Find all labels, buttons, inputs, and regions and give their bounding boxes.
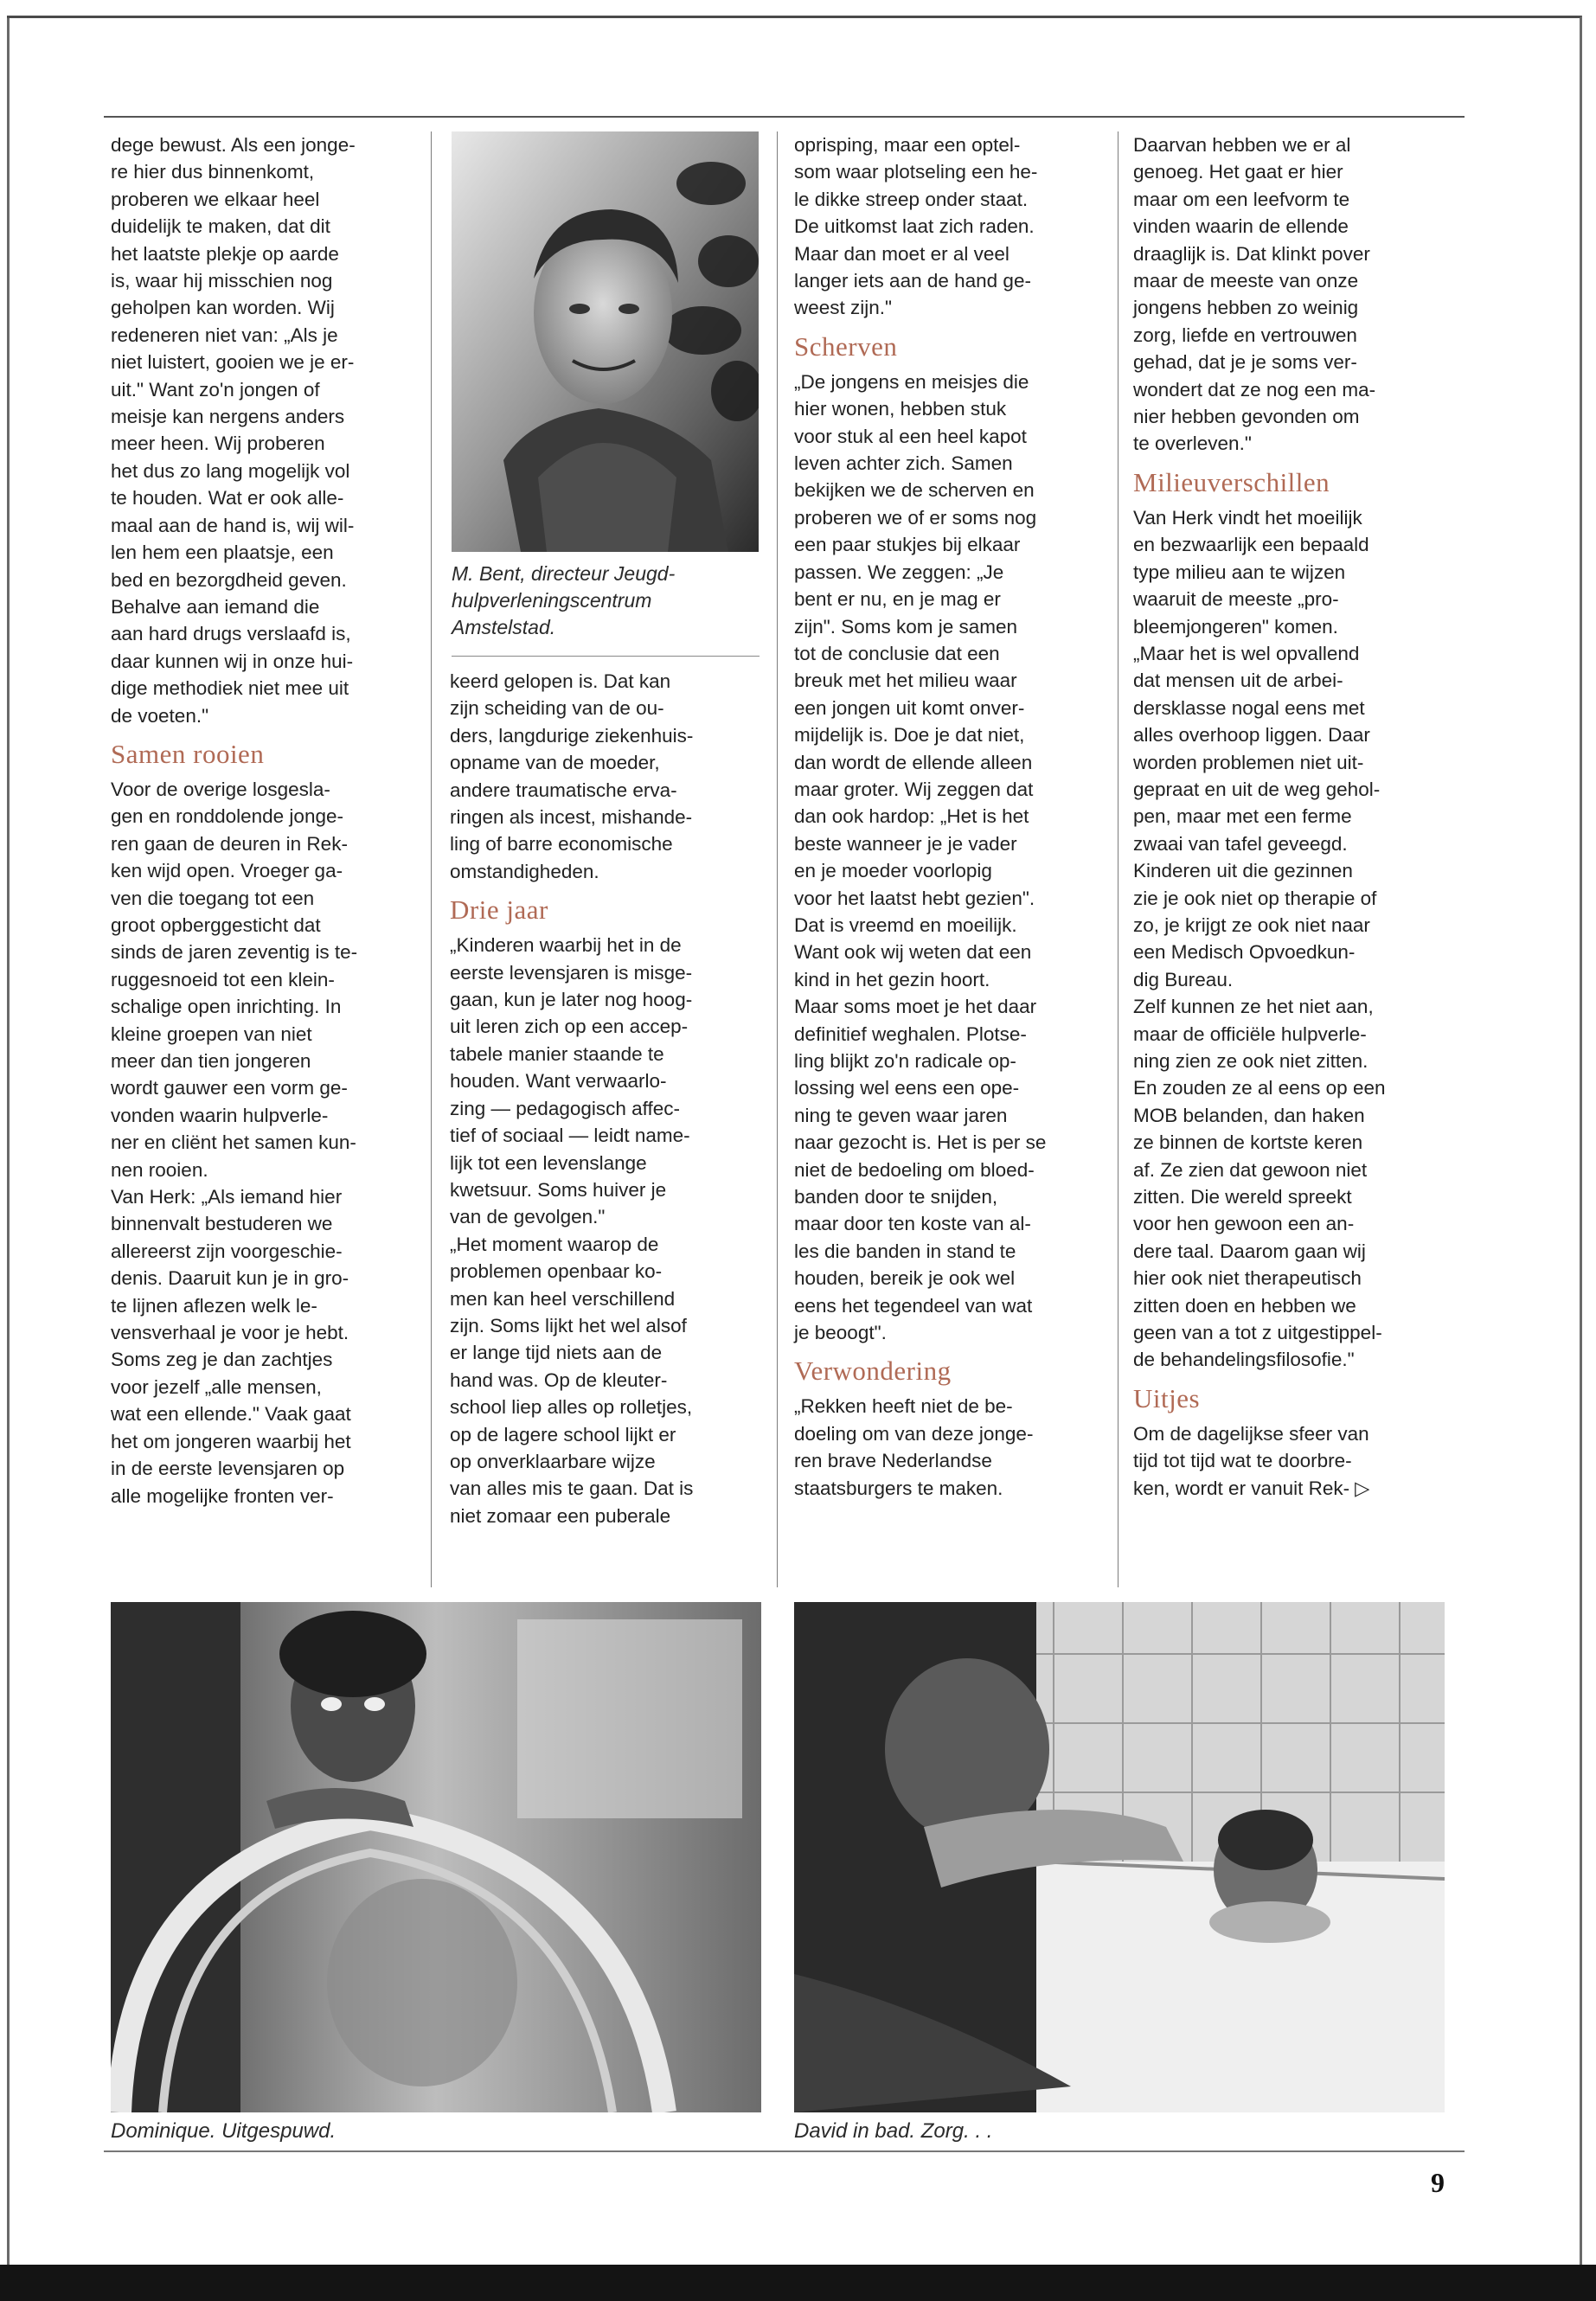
text-line: zwaai van tafel geveegd. bbox=[1133, 832, 1348, 855]
text-line: niet luistert, gooien we je er- bbox=[111, 351, 355, 374]
text-line: type milieu aan te wijzen bbox=[1133, 561, 1346, 583]
text-line: uit." Want zo'n jongen of bbox=[111, 378, 320, 401]
text-line: aan hard drugs verslaafd is, bbox=[111, 623, 351, 645]
text-line: niet de bedoeling om bloed- bbox=[794, 1158, 1035, 1181]
text-line: langer iets aan de hand ge- bbox=[794, 270, 1031, 292]
col4-intro bbox=[1133, 131, 1446, 458]
article-column-4 bbox=[1133, 131, 1446, 1502]
text-line: ren gaan de deuren in Rek- bbox=[111, 832, 348, 855]
photo-david-image bbox=[794, 1602, 1445, 2112]
text-line: de behandelingsfilosofie." bbox=[1133, 1349, 1355, 1371]
text-line: MOB belanden, dan haken bbox=[1133, 1104, 1365, 1126]
text-line: draaglijk is. Dat klinkt pover bbox=[1133, 242, 1370, 265]
text-line: zo, je krijgt ze ook niet naar bbox=[1133, 913, 1370, 936]
text-line: het laatste plekje op aarde bbox=[111, 242, 339, 265]
text-line: maar de meeste van onze bbox=[1133, 270, 1359, 292]
text-line: van alles mis te gaan. Dat is bbox=[450, 1477, 694, 1500]
text-line: dig Bureau. bbox=[1133, 968, 1234, 990]
text-line: beste wanneer je je vader bbox=[794, 832, 1017, 855]
text-line: ruggesnoeid tot een klein- bbox=[111, 968, 335, 990]
text-line: is, waar hij misschien nog bbox=[111, 270, 333, 292]
text-line: Kinderen uit die gezinnen bbox=[1133, 860, 1353, 882]
text-line: lossing wel eens een ope- bbox=[794, 1077, 1020, 1099]
content-top-rule bbox=[104, 116, 1465, 118]
text-line: daar kunnen wij in onze hui- bbox=[111, 650, 354, 672]
text-line: er lange tijd niets aan de bbox=[450, 1342, 663, 1364]
text-line: gehad, dat je je soms ver- bbox=[1133, 351, 1357, 374]
text-line: redeneren niet van: „Als je bbox=[111, 324, 338, 346]
text-line: tabele manier staande te bbox=[450, 1042, 664, 1065]
photo-dominique-image bbox=[111, 1602, 761, 2112]
text-line: dere taal. Daarom gaan wij bbox=[1133, 1240, 1366, 1262]
text-line: gepraat en uit de weg gehol- bbox=[1133, 778, 1381, 800]
heading-scherven: Scherven bbox=[794, 330, 898, 362]
text-line: meisje kan nergens anders bbox=[111, 406, 345, 428]
text-line: zijn. Soms lijkt het wel alsof bbox=[450, 1314, 687, 1336]
text-line: lijk tot een levenslange bbox=[450, 1151, 647, 1174]
portrait-caption bbox=[452, 561, 759, 641]
text-line: re hier dus binnenkomt, bbox=[111, 161, 315, 183]
text-line: hier wonen, hebben stuk bbox=[794, 398, 1007, 420]
text-line: schalige open inrichting. In bbox=[111, 996, 342, 1018]
text-line: genoeg. Het gaat er hier bbox=[1133, 161, 1343, 183]
text-line: tief of sociaal — leidt name- bbox=[450, 1125, 690, 1147]
text-line: binnenvalt bestuderen we bbox=[111, 1213, 333, 1235]
text-line: meer dan tien jongeren bbox=[111, 1050, 311, 1072]
text-line: zorg, liefde en vertrouwen bbox=[1133, 324, 1357, 346]
text-line: maar groter. Wij zeggen dat bbox=[794, 778, 1034, 800]
text-line: problemen openbaar ko- bbox=[450, 1260, 663, 1283]
col4-body-1 bbox=[1133, 504, 1446, 1374]
text-line: Van Herk: „Als iemand hier bbox=[111, 1186, 343, 1208]
text-line: Maar soms moet je het daar bbox=[794, 996, 1037, 1018]
text-line: ze binnen de kortste keren bbox=[1133, 1131, 1363, 1154]
text-line: doeling om van deze jonge- bbox=[794, 1422, 1034, 1445]
col3-body-1 bbox=[794, 369, 1101, 1347]
text-line: Daarvan hebben we er al bbox=[1133, 134, 1351, 156]
text-line: kind in het gezin hoort. bbox=[794, 968, 990, 990]
portrait-photo bbox=[452, 131, 759, 552]
text-line: allereerst zijn voorgeschie- bbox=[111, 1240, 343, 1262]
text-line: zing — pedagogisch affec- bbox=[450, 1097, 681, 1119]
heading-uitjes: Uitjes bbox=[1133, 1382, 1201, 1413]
text-line: breuk met het milieu waar bbox=[794, 670, 1017, 692]
text-line: leven achter zich. Samen bbox=[794, 452, 1013, 475]
text-line: wordt gauwer een vorm ge- bbox=[111, 1077, 348, 1099]
text-line: „Rekken heeft niet de be- bbox=[794, 1395, 1013, 1418]
text-line: Want ook wij weten dat een bbox=[794, 941, 1032, 964]
text-line: Dat is vreemd en moeilijk. bbox=[794, 913, 1017, 936]
text-line: weest zijn." bbox=[794, 297, 893, 319]
text-line: ling of barre economische bbox=[450, 833, 673, 856]
text-line: niet zomaar een puberale bbox=[450, 1504, 671, 1527]
text-line: duidelijk te maken, dat dit bbox=[111, 215, 330, 238]
text-line: ren brave Nederlandse bbox=[794, 1450, 992, 1472]
text-line: naar gezocht is. Het is per se bbox=[794, 1131, 1047, 1154]
text-line: uit leren zich op een accep- bbox=[450, 1016, 689, 1038]
text-line: tot de conclusie dat een bbox=[794, 642, 1000, 664]
text-line: de voeten." bbox=[111, 704, 209, 727]
text-line: maar door ten koste van al- bbox=[794, 1213, 1031, 1235]
text-line: vinden waarin de ellende bbox=[1133, 215, 1349, 238]
page-number: 9 bbox=[1431, 2167, 1445, 2198]
text-line: maal aan de hand is, wij wil- bbox=[111, 514, 355, 536]
photo-dominique-caption: Dominique. Uitgespuwd. bbox=[111, 2119, 337, 2143]
text-line: bed en bezorgdheid geven. bbox=[111, 568, 347, 591]
text-line: Soms zeg je dan zachtjes bbox=[111, 1349, 333, 1371]
text-line: dige methodiek niet mee uit bbox=[111, 677, 349, 700]
text-line: Voor de overige losgesla- bbox=[111, 778, 330, 800]
text-line: Zelf kunnen ze het niet aan, bbox=[1133, 996, 1374, 1018]
text-line: andere traumatische erva- bbox=[450, 779, 677, 801]
col1-intro bbox=[111, 131, 418, 729]
text-line: les die banden in stand te bbox=[794, 1240, 1016, 1262]
text-line: bekijken we de scherven en bbox=[794, 479, 1035, 502]
photo-david bbox=[794, 1602, 1445, 2112]
text-line: voor jezelf „alle mensen, bbox=[111, 1375, 322, 1398]
content-bottom-rule bbox=[104, 2150, 1465, 2152]
text-line: af. Ze zien dat gewoon niet bbox=[1133, 1158, 1368, 1181]
text-line: men kan heel verschillend bbox=[450, 1287, 676, 1310]
portrait-caption-rule bbox=[452, 656, 760, 657]
text-line: definitief weghalen. Plotse- bbox=[794, 1022, 1027, 1045]
text-line: maar om een leefvorm te bbox=[1133, 188, 1350, 210]
col1-body bbox=[111, 776, 418, 1509]
col3-body-2 bbox=[794, 1393, 1101, 1502]
text-line: keerd gelopen is. Dat kan bbox=[450, 670, 671, 692]
heading-samen-rooien: Samen rooien bbox=[111, 738, 265, 769]
col4-body-2 bbox=[1133, 1420, 1446, 1502]
text-line: ner en cliënt het samen kun- bbox=[111, 1131, 356, 1154]
text-line: ringen als incest, mishande- bbox=[450, 806, 693, 829]
col2-intro bbox=[450, 668, 760, 885]
text-line: banden door te snijden, bbox=[794, 1186, 998, 1208]
photo-dominique bbox=[111, 1602, 761, 2112]
text-line: kwetsuur. Soms huiver je bbox=[450, 1178, 667, 1201]
heading-drie-jaar: Drie jaar bbox=[450, 894, 548, 926]
text-line: dat mensen uit de arbei- bbox=[1133, 670, 1343, 692]
text-line: hand was. Op de kleuter- bbox=[450, 1368, 668, 1391]
text-line: Van Herk vindt het moeilijk bbox=[1133, 506, 1362, 529]
text-line: te lijnen aflezen welk le- bbox=[111, 1294, 317, 1317]
text-line: voor het laatst hebt gezien". bbox=[794, 887, 1035, 909]
text-line: in de eerste levensjaren op bbox=[111, 1458, 345, 1480]
text-line: geholpen kan worden. Wij bbox=[111, 297, 335, 319]
text-line: nier hebben gevonden om bbox=[1133, 406, 1360, 428]
text-line: ling blijkt zo'n radicale op- bbox=[794, 1050, 1016, 1072]
text-line: bleemjongeren" komen. bbox=[1133, 615, 1338, 638]
text-line: worden problemen niet uit- bbox=[1133, 751, 1364, 773]
photo-david-caption: David in bad. Zorg. . . bbox=[794, 2119, 993, 2143]
text-line: op onverklaarbare wijze bbox=[450, 1450, 656, 1472]
text-line: De uitkomst laat zich raden. bbox=[794, 215, 1035, 238]
text-line: opname van de moeder, bbox=[450, 752, 660, 774]
text-line: ders, langdurige ziekenhuis- bbox=[450, 724, 694, 747]
page-bottom-bar bbox=[0, 2265, 1596, 2301]
text-line: een paar stukjes bij elkaar bbox=[794, 534, 1021, 556]
text-line: Om de dagelijkse sfeer van bbox=[1133, 1422, 1369, 1445]
text-line: pen, maar met een ferme bbox=[1133, 805, 1352, 828]
text-line: het om jongeren waarbij het bbox=[111, 1430, 351, 1452]
article-column-1 bbox=[111, 131, 418, 1509]
text-line: sinds de jaren zeventig is te- bbox=[111, 941, 358, 964]
text-line: bent er nu, en je mag er bbox=[794, 588, 1001, 611]
text-line: zijn". Soms kom je samen bbox=[794, 615, 1018, 638]
column-rule-2 bbox=[777, 131, 778, 1587]
text-line: vensverhaal je voor je hebt. bbox=[111, 1322, 349, 1344]
text-line: jongens hebben zo weinig bbox=[1133, 297, 1359, 319]
text-line: „Maar het is wel opvallend bbox=[1133, 642, 1360, 664]
text-line: wondert dat ze nog een ma- bbox=[1133, 378, 1376, 401]
text-line: ken wijd open. Vroeger ga- bbox=[111, 860, 343, 882]
portrait-caption-line-3: Amstelstad. bbox=[452, 616, 556, 638]
heading-verwondering: Verwondering bbox=[794, 1356, 952, 1387]
text-line: een jongen uit komt onver- bbox=[794, 696, 1025, 719]
text-line: te overleven." bbox=[1133, 433, 1252, 455]
text-line: waaruit de meeste „pro- bbox=[1133, 588, 1339, 611]
top-rule bbox=[7, 16, 1577, 18]
text-line: gen en ronddolende jonge- bbox=[111, 805, 343, 828]
text-line: ning te geven waar jaren bbox=[794, 1104, 1008, 1126]
text-line: meer heen. Wij proberen bbox=[111, 433, 325, 455]
continue-arrow-icon: ▷ bbox=[1355, 1477, 1370, 1499]
text-line: eens het tegendeel van wat bbox=[794, 1294, 1033, 1317]
text-line: tijd tot tijd wat te doorbre- bbox=[1133, 1450, 1352, 1472]
text-line: len hem een plaatsje, een bbox=[111, 542, 334, 564]
text-line: dege bewust. Als een jonge- bbox=[111, 134, 356, 156]
text-line: alles overhoop liggen. Daar bbox=[1133, 724, 1370, 747]
text-line: houden. Want verwaarlo- bbox=[450, 1070, 667, 1093]
text-line: vonden waarin hulpverle- bbox=[111, 1104, 329, 1126]
text-line: houden, bereik je ook wel bbox=[794, 1267, 1016, 1290]
text-line: „De jongens en meisjes die bbox=[794, 370, 1029, 393]
text-line: alle mogelijke fronten ver- bbox=[111, 1484, 334, 1507]
col3-intro bbox=[794, 131, 1101, 322]
text-line: ning zien ze ook niet zitten. bbox=[1133, 1050, 1368, 1072]
text-line: denis. Daaruit kun je in gro- bbox=[111, 1267, 349, 1290]
text-line: je beoogt". bbox=[794, 1322, 887, 1344]
text-line: „Het moment waarop de bbox=[450, 1233, 659, 1255]
text-line: en je moeder voorlopig bbox=[794, 860, 992, 882]
text-line: maar de officiële hulpverle- bbox=[1133, 1022, 1367, 1045]
text-line: dan ook hardop: „Het is het bbox=[794, 805, 1029, 828]
text-line: le dikke streep onder staat. bbox=[794, 188, 1029, 210]
text-line: som waar plotseling een he- bbox=[794, 161, 1038, 183]
text-line: kleine groepen van niet bbox=[111, 1022, 312, 1045]
text-line: ven die toegang tot een bbox=[111, 887, 315, 909]
text-line: zijn scheiding van de ou- bbox=[450, 697, 664, 720]
text-line: zie je ook niet op therapie of bbox=[1133, 887, 1377, 909]
article-column-3 bbox=[794, 131, 1101, 1502]
text-line: groot opberggesticht dat bbox=[111, 913, 321, 936]
text-line: te houden. Wat er ook alle- bbox=[111, 487, 344, 510]
text-line: op de lagere school lijkt er bbox=[450, 1423, 676, 1445]
text-line: voor hen gewoon een an- bbox=[1133, 1213, 1355, 1235]
text-line: dersklasse nogal eens met bbox=[1133, 696, 1365, 719]
text-line: staatsburgers te maken. bbox=[794, 1477, 1003, 1499]
portrait-caption-line-2: hulpverleningscentrum bbox=[452, 589, 652, 612]
text-line: zitten. Die wereld spreekt bbox=[1133, 1186, 1352, 1208]
text-line: passen. We zeggen: „Je bbox=[794, 561, 1004, 583]
text-line: omstandigheden. bbox=[450, 860, 599, 882]
article-column-2 bbox=[450, 668, 760, 1529]
text-line: ken, wordt er vanuit Rek- ▷ bbox=[1133, 1475, 1446, 1502]
heading-milieuverschillen: Milieuverschillen bbox=[1133, 466, 1330, 497]
text-line: proberen we of er soms nog bbox=[794, 506, 1037, 529]
text-line: En zouden ze al eens op een bbox=[1133, 1077, 1386, 1099]
column-rule-1 bbox=[431, 131, 432, 1587]
text-line: Maar dan moet er al veel bbox=[794, 242, 1010, 265]
text-line: gaan, kun je later nog hoog- bbox=[450, 989, 693, 1011]
text-line: school liep alles op rolletjes, bbox=[450, 1396, 693, 1419]
col2-body bbox=[450, 932, 760, 1529]
text-line: nen rooien. bbox=[111, 1158, 208, 1181]
text-line: dan wordt de ellende alleen bbox=[794, 751, 1033, 773]
text-line: hier ook niet therapeutisch bbox=[1133, 1267, 1362, 1290]
text-line: voor stuk al een heel kapot bbox=[794, 425, 1027, 447]
text-line: Behalve aan iemand die bbox=[111, 595, 320, 618]
text-line: mijdelijk is. Doe je dat niet, bbox=[794, 724, 1025, 747]
text-line: geen van a tot z uitgestippel- bbox=[1133, 1322, 1382, 1344]
portrait-photo-image bbox=[452, 131, 759, 552]
text-line: proberen we elkaar heel bbox=[111, 188, 320, 210]
text-line: „Kinderen waarbij het in de bbox=[450, 934, 682, 957]
portrait-caption-line-1: M. Bent, directeur Jeugd- bbox=[452, 562, 676, 585]
text-line: wat een ellende." Vaak gaat bbox=[111, 1403, 351, 1426]
text-line: oprisping, maar een optel- bbox=[794, 134, 1021, 156]
text-line: eerste levensjaren is misge- bbox=[450, 961, 693, 984]
text-line: zitten doen en hebben we bbox=[1133, 1294, 1356, 1317]
text-line: van de gevolgen." bbox=[450, 1206, 606, 1228]
text-line: een Medisch Opvoedkun- bbox=[1133, 941, 1356, 964]
text-line: en bezwaarlijk een bepaald bbox=[1133, 534, 1369, 556]
text-line: het dus zo lang mogelijk vol bbox=[111, 459, 350, 482]
